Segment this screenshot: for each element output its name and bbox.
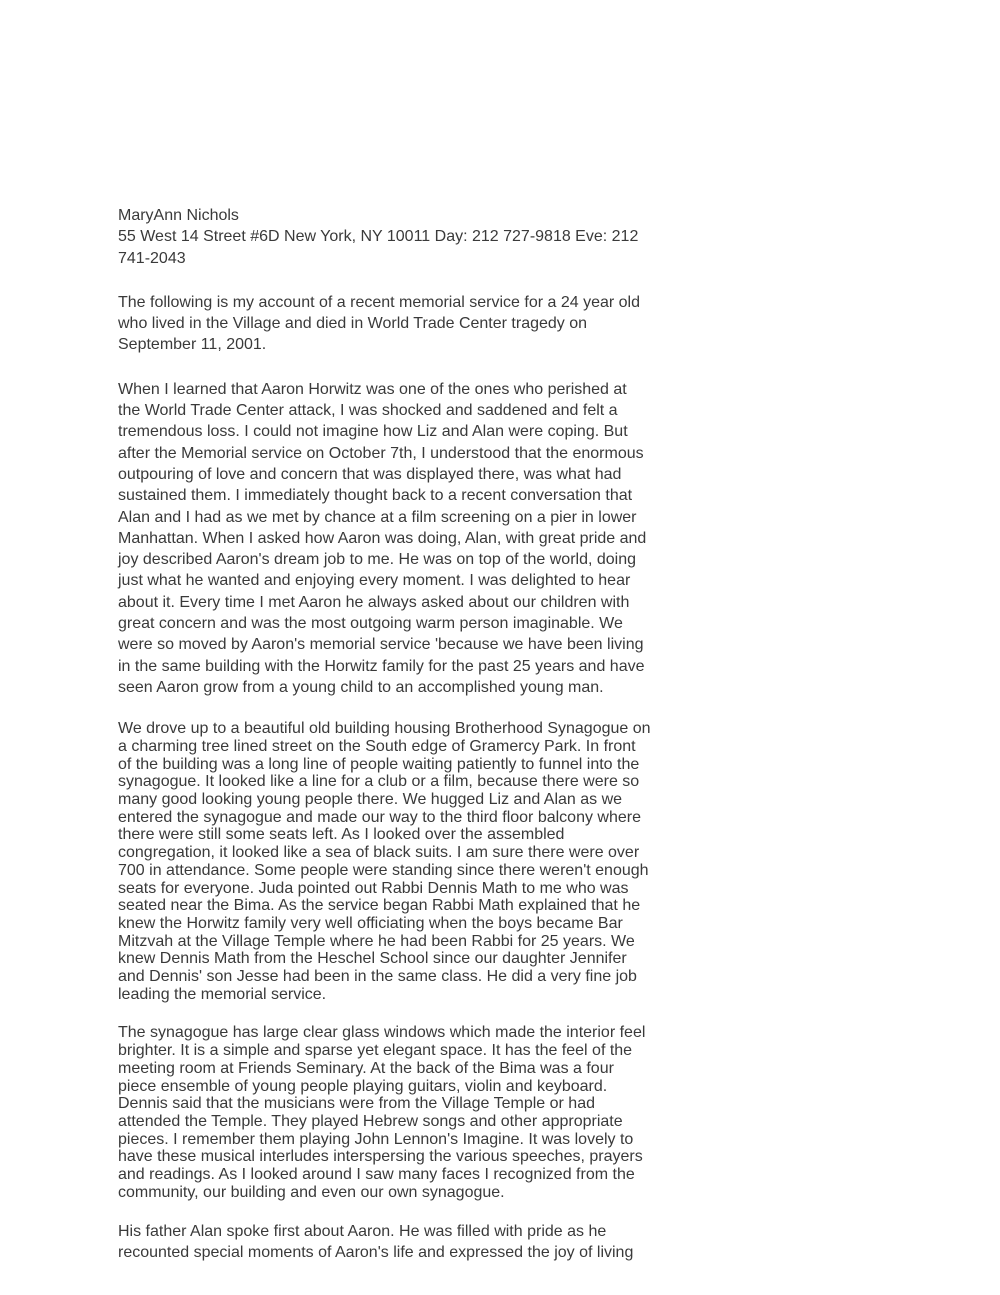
paragraph-line: have these musical interludes interspersing the various speeches, prayers (118, 1148, 643, 1166)
paragraph-line: of the building was a long line of people waiting patiently to funnel into the (118, 755, 640, 773)
paragraph-line: meeting room at Friends Seminary. At the back of the Bima was a four (118, 1059, 614, 1077)
paragraph-line: brighter. It is a simple and sparse yet elegant space. It has the feel of the (118, 1042, 633, 1060)
address-line: 55 West 14 Street #6D New York, NY 10011 Day: 212 727-9818 Eve: 212 (118, 228, 639, 246)
paragraph-line: entered the synagogue and made our way to the third floor balcony where (118, 808, 641, 826)
paragraph-line: who lived in the Village and died in World Trade Center tragedy on (118, 315, 588, 333)
paragraph-line: attended the Temple. They played Hebrew songs and other appropriate (118, 1113, 623, 1130)
paragraph-line: recounted special moments of Aaron's life and expressed the joy of living (118, 1243, 634, 1261)
intro-paragraph (118, 292, 678, 356)
paragraph-line: September 11, 2001. (118, 336, 267, 354)
paragraph-line: and readings. As I looked around I saw many faces I recognized from the (118, 1166, 635, 1184)
paragraph-line: after the Memorial service on October 7th, I understood that the enormous (118, 444, 644, 462)
paragraph-line: tremendous loss. I could not imagine how Liz and Alan were coping. But (118, 423, 628, 441)
paragraph-line: congregation, it looked like a sea of black suits. I am sure there were over (118, 844, 640, 862)
address-line: 741-2043 (118, 249, 186, 267)
paragraph-line: a charming tree lined street on the South edge of Gramercy Park. In front (118, 737, 636, 755)
paragraph-line: We drove up to a beautiful old building housing Brotherhood Synagogue on (118, 720, 651, 738)
paragraph-line: When I learned that Aaron Horwitz was one of the ones who perished at (118, 380, 627, 398)
paragraph-line: 700 in attendance. Some people were standing since there weren't enough (118, 861, 649, 879)
paragraph-line: seats for everyone. Juda pointed out Rabbi Dennis Math to me who was (118, 879, 629, 897)
paragraph-synagogue-arrival (118, 720, 678, 1003)
paragraph-line: outpouring of love and concern that was displayed there, was what had (118, 465, 622, 483)
paragraph-line: Manhattan. When I asked how Aaron was doing, Alan, with great pride and (118, 529, 647, 547)
author-name: MaryAnn Nichols (118, 207, 239, 224)
paragraph-line: The following is my account of a recent memorial service for a 24 year old (118, 293, 641, 311)
paragraph-line: piece ensemble of young people playing guitars, violin and keyboard. (118, 1077, 608, 1095)
paragraph-father-speech (118, 1221, 678, 1264)
paragraph-line: community, our building and even our own synagogue. (118, 1183, 505, 1201)
paragraph-line: synagogue. It looked like a line for a club or a film, because there were so (118, 773, 640, 791)
paragraph-line: knew the Horwitz family very well officiating when the boys became Bar (118, 914, 623, 932)
paragraph-line: Alan and I had as we met by chance at a film screening on a pier in lower (118, 508, 637, 526)
paragraph-line: His father Alan spoke first about Aaron. He was filled with pride as he (118, 1222, 607, 1240)
paragraph-line: leading the memorial service. (118, 985, 327, 1003)
paragraph-line: were so moved by Aaron's memorial service 'because we have been living (118, 636, 644, 654)
paragraph-synagogue-interior (118, 1024, 678, 1201)
paragraph-line: pieces. I remember them playing John Lennon's Imagine. It was lovely to (118, 1130, 634, 1148)
paragraph-line: The synagogue has large clear glass windows which made the interior feel (118, 1024, 646, 1042)
paragraph-line: and Dennis' son Jesse had been in the same class. He did a very fine job (118, 968, 637, 986)
paragraph-line: joy described Aaron's dream job to me. He was on top of the world, doing (118, 551, 637, 569)
paragraph-line: seated near the Bima. As the service began Rabbi Math explained that he (118, 897, 641, 915)
paragraph-line: sustained them. I immediately thought back to a recent conversation that (118, 487, 633, 505)
author-block (118, 205, 678, 269)
paragraph-line: great concern and was the most outgoing warm person imaginable. We (118, 615, 623, 633)
paragraph-line: there were still some seats left. As I looked over the assembled (118, 826, 565, 844)
paragraph-aaron-loss (118, 379, 678, 698)
document-page (118, 205, 678, 1263)
paragraph-line: Dennis said that the musicians were from the Village Temple or had (118, 1095, 595, 1113)
paragraph-line: the World Trade Center attack, I was shocked and saddened and felt a (118, 402, 618, 420)
paragraph-line: in the same building with the Horwitz family for the past 25 years and have (118, 657, 645, 675)
paragraph-line: about it. Every time I met Aaron he always asked about our children with (118, 593, 630, 611)
paragraph-line: knew Dennis Math from the Heschel School since our daughter Jennifer (118, 950, 627, 968)
paragraph-line: many good looking young people there. We hugged Liz and Alan as we (118, 791, 623, 809)
paragraph-line: just what he wanted and enjoying every moment. I was delighted to hear (118, 572, 631, 590)
paragraph-line: seen Aaron grow from a young child to an accomplished young man. (118, 678, 604, 696)
paragraph-line: Mitzvah at the Village Temple where he had been Rabbi for 25 years. We (118, 932, 635, 950)
